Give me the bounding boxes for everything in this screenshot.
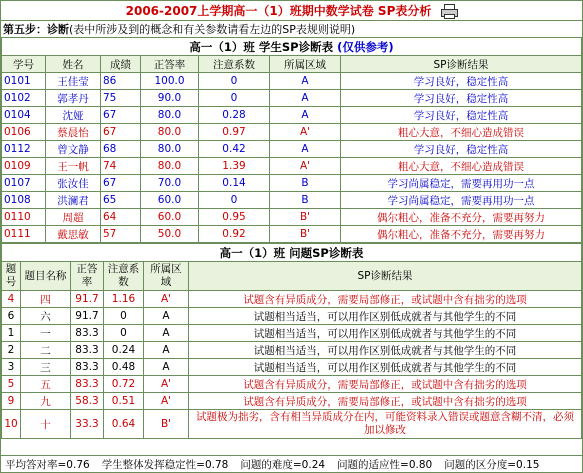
table-row — [2, 308, 582, 325]
student-name: 郭孝丹 — [46, 90, 101, 107]
student-score: 64 — [101, 209, 141, 226]
question-region: A — [144, 325, 189, 342]
student-coef: 0 — [199, 90, 270, 107]
question-region: A — [144, 359, 189, 376]
question-table-body — [2, 291, 582, 439]
question-region: A' — [144, 291, 189, 308]
question-sp-table — [1, 243, 582, 439]
table-row — [2, 107, 582, 124]
student-rate: 50.0 — [141, 226, 199, 243]
student-score: 67 — [101, 124, 141, 141]
question-table-header — [2, 262, 582, 291]
student-id: 0101 — [2, 73, 46, 90]
student-table-body — [2, 73, 582, 243]
avg-rate: 平均答对率=0.76 — [5, 458, 90, 471]
question-name: 六 — [21, 308, 71, 325]
student-region: B — [270, 192, 341, 209]
student-name: 洪澜君 — [46, 192, 101, 209]
student-sp-table — [1, 37, 582, 243]
student-name: 沈娅 — [46, 107, 101, 124]
student-rate: 70.0 — [141, 175, 199, 192]
table-row — [2, 359, 582, 376]
student-name: 王一帆 — [46, 158, 101, 175]
student-score: 57 — [101, 226, 141, 243]
student-rate: 90.0 — [141, 90, 199, 107]
student-name: 曾文静 — [46, 141, 101, 158]
page-title: 2006-2007上学期高一（1）班期中数学试卷 SP表分析 — [125, 4, 432, 18]
student-table-note: (仅供参考) — [337, 39, 394, 54]
question-coef: 0 — [104, 308, 144, 325]
student-id: 0104 — [2, 107, 46, 124]
question-rate: 83.3 — [71, 325, 104, 342]
student-rate: 60.0 — [141, 192, 199, 209]
student-rate: 80.0 — [141, 141, 199, 158]
summary-footer — [1, 455, 582, 472]
question-result: 试题相当适当，可以用作区别低成就者与其他学生的不同 — [189, 359, 582, 376]
student-name: 戴思敏 — [46, 226, 101, 243]
question-rate: 91.7 — [71, 308, 104, 325]
question-rate: 83.3 — [71, 342, 104, 359]
student-result: 学习良好，稳定性高 — [341, 141, 582, 158]
student-coef: 0.95 — [199, 209, 270, 226]
question-name: 二 — [21, 342, 71, 359]
discrimination: 问题的区分度=0.15 — [444, 458, 540, 471]
question-rate: 83.3 — [71, 376, 104, 393]
student-col-header: 所属区域 — [270, 56, 341, 73]
question-col-header: 题号 — [2, 262, 21, 291]
question-region: B' — [144, 410, 189, 439]
table-row — [2, 209, 582, 226]
stability: 学生整体发挥稳定性=0.78 — [101, 458, 229, 471]
question-coef: 0.24 — [104, 342, 144, 359]
student-region: A — [270, 107, 341, 124]
table-row — [2, 90, 582, 107]
student-score: 67 — [101, 175, 141, 192]
student-table-title — [2, 38, 582, 56]
student-region: A — [270, 73, 341, 90]
student-col-header: 学号 — [2, 56, 46, 73]
table-row — [2, 158, 582, 175]
student-name: 张汝佳 — [46, 175, 101, 192]
question-region: A' — [144, 393, 189, 410]
question-coef: 0.64 — [104, 410, 144, 439]
student-region: A' — [270, 124, 341, 141]
question-table-title-text: 高一（1）班 问题SP诊断表 — [219, 245, 364, 260]
page-title-bar — [1, 1, 582, 20]
student-id: 0108 — [2, 192, 46, 209]
student-name: 周超 — [46, 209, 101, 226]
table-row — [2, 141, 582, 158]
student-id: 0102 — [2, 90, 46, 107]
step-label: 第五步：诊断 — [3, 23, 69, 36]
table-row — [2, 226, 582, 243]
table-row — [2, 291, 582, 308]
student-result: 偶尔粗心，准备不充分，需要再努力 — [341, 209, 582, 226]
student-score: 75 — [101, 90, 141, 107]
student-rate: 100.0 — [141, 73, 199, 90]
table-row — [2, 175, 582, 192]
table-row — [2, 192, 582, 209]
student-table-title-text: 高一（1）班 学生SP诊断表 — [189, 39, 334, 54]
student-coef: 0.97 — [199, 124, 270, 141]
question-no: 4 — [2, 291, 21, 308]
table-row — [2, 376, 582, 393]
student-id: 0112 — [2, 141, 46, 158]
question-col-header: 注意系数 — [104, 262, 144, 291]
step-description: (表中所涉及到的概念和有关参数请看左边的SP表规则说明) — [69, 23, 356, 36]
student-result: 学习良好，稳定性高 — [341, 73, 582, 90]
question-coef: 1.16 — [104, 291, 144, 308]
question-no: 2 — [2, 342, 21, 359]
question-region: A' — [144, 376, 189, 393]
question-result: 试题含有异质成分，需要局部修正，或试题中含有拙劣的选项 — [189, 291, 582, 308]
student-col-header: 成绩 — [101, 56, 141, 73]
student-id: 0109 — [2, 158, 46, 175]
table-row — [2, 410, 582, 439]
question-name: 一 — [21, 325, 71, 342]
student-id: 0106 — [2, 124, 46, 141]
table-row — [2, 342, 582, 359]
student-name: 蔡晨怡 — [46, 124, 101, 141]
question-name: 十 — [21, 410, 71, 439]
student-coef: 0.14 — [199, 175, 270, 192]
student-name: 王佳莹 — [46, 73, 101, 90]
student-rate: 80.0 — [141, 107, 199, 124]
student-region: A — [270, 141, 341, 158]
question-no: 9 — [2, 393, 21, 410]
question-col-header: 所属区域 — [144, 262, 189, 291]
student-coef: 0.28 — [199, 107, 270, 124]
student-rate: 80.0 — [141, 158, 199, 175]
student-score: 68 — [101, 141, 141, 158]
question-coef: 0.51 — [104, 393, 144, 410]
student-table-header — [2, 56, 582, 73]
question-no: 10 — [2, 410, 21, 439]
difficulty: 问题的难度=0.24 — [240, 458, 326, 471]
student-rate: 60.0 — [141, 209, 199, 226]
question-rate: 91.7 — [71, 291, 104, 308]
printer-icon[interactable] — [441, 4, 457, 18]
question-rate: 83.3 — [71, 359, 104, 376]
question-table-title — [2, 244, 582, 262]
question-no: 6 — [2, 308, 21, 325]
question-result: 试题极为拙劣，含有相当异质成分在内，可能资料录入错误或题意含糊不清，必须加以修改 — [189, 410, 582, 439]
student-score: 65 — [101, 192, 141, 209]
question-name: 四 — [21, 291, 71, 308]
step-header — [1, 20, 582, 37]
question-col-header: 正答率 — [71, 262, 104, 291]
student-score: 74 — [101, 158, 141, 175]
question-no: 1 — [2, 325, 21, 342]
question-col-header: SP诊断结果 — [189, 262, 582, 291]
student-result: 学习尚属稳定，需要再用功一点 — [341, 192, 582, 209]
student-coef: 0.42 — [199, 141, 270, 158]
question-result: 试题相当适当，可以用作区别低成就者与其他学生的不同 — [189, 342, 582, 359]
question-name: 九 — [21, 393, 71, 410]
student-col-header: SP诊断结果 — [341, 56, 582, 73]
question-no: 3 — [2, 359, 21, 376]
student-score: 86 — [101, 73, 141, 90]
question-region: A — [144, 342, 189, 359]
question-no: 5 — [2, 376, 21, 393]
question-col-header: 题目名称 — [21, 262, 71, 291]
student-col-header: 正答率 — [141, 56, 199, 73]
table-row — [2, 124, 582, 141]
student-coef: 0.92 — [199, 226, 270, 243]
student-col-header: 注意系数 — [199, 56, 270, 73]
question-name: 五 — [21, 376, 71, 393]
table-row — [2, 73, 582, 90]
student-coef: 1.39 — [199, 158, 270, 175]
student-region: A' — [270, 158, 341, 175]
question-result: 试题相当适当，可以用作区别低成就者与其他学生的不同 — [189, 325, 582, 342]
student-result: 学习良好，稳定性高 — [341, 90, 582, 107]
student-region: B' — [270, 226, 341, 243]
student-result: 学习尚属稳定，需要再用功一点 — [341, 175, 582, 192]
question-coef: 0.72 — [104, 376, 144, 393]
student-coef: 0 — [199, 73, 270, 90]
student-coef: 0 — [199, 192, 270, 209]
student-result: 粗心大意，不细心造成错误 — [341, 158, 582, 175]
table-row — [2, 325, 582, 342]
student-result: 粗心大意，不细心造成错误 — [341, 124, 582, 141]
student-result: 偶尔粗心，准备不充分，需要再努力 — [341, 226, 582, 243]
question-coef: 0 — [104, 325, 144, 342]
question-rate: 58.3 — [71, 393, 104, 410]
question-result: 试题相当适当，可以用作区别低成就者与其他学生的不同 — [189, 308, 582, 325]
student-col-header: 姓名 — [46, 56, 101, 73]
table-row — [2, 393, 582, 410]
student-region: B' — [270, 209, 341, 226]
fitness: 问题的适应性=0.80 — [337, 458, 433, 471]
student-id: 0107 — [2, 175, 46, 192]
student-result: 学习良好，稳定性高 — [341, 107, 582, 124]
question-result: 试题含有异质成分，需要局部修正，或试题中含有拙劣的选项 — [189, 393, 582, 410]
question-rate: 33.3 — [71, 410, 104, 439]
student-score: 67 — [101, 107, 141, 124]
question-region: A — [144, 308, 189, 325]
student-region: A — [270, 90, 341, 107]
question-result: 试题含有异质成分，需要局部修正，或试题中含有拙劣的选项 — [189, 376, 582, 393]
student-rate: 80.0 — [141, 124, 199, 141]
student-id: 0111 — [2, 226, 46, 243]
student-region: B — [270, 175, 341, 192]
question-coef: 0.48 — [104, 359, 144, 376]
question-name: 三 — [21, 359, 71, 376]
student-id: 0110 — [2, 209, 46, 226]
